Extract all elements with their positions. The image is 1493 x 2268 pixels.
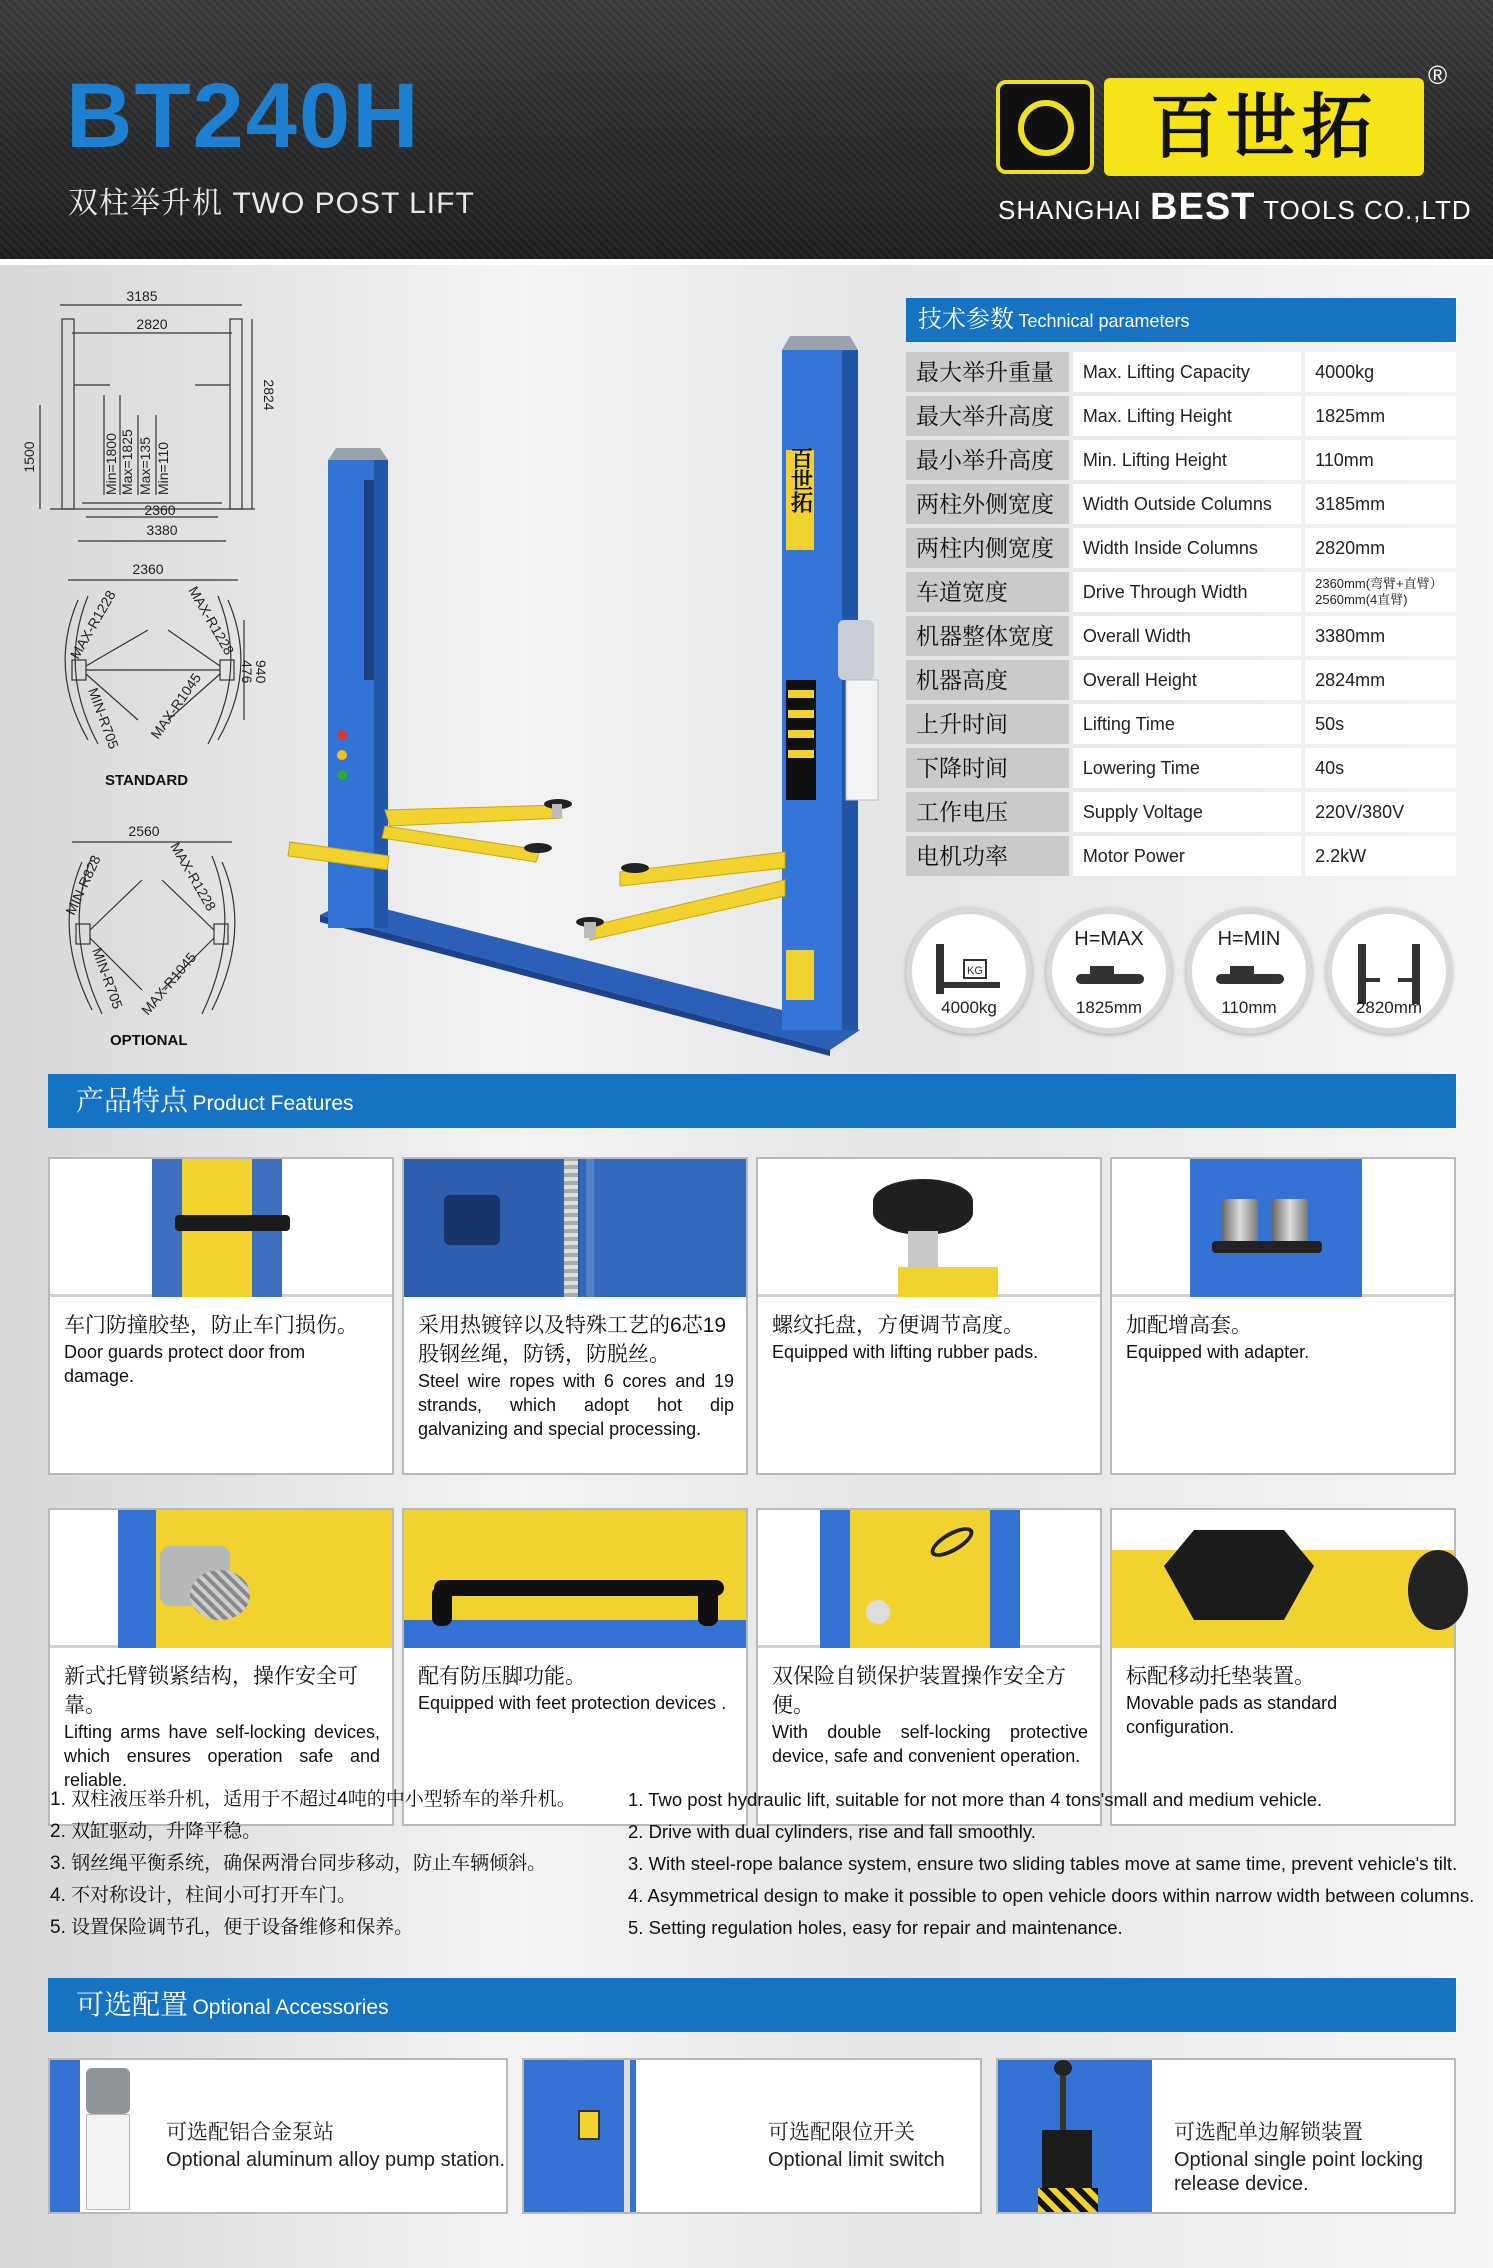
spec-label-cn: 最小举升高度 bbox=[906, 440, 1069, 480]
feature-card bbox=[402, 1157, 748, 1475]
brand-emblem-icon bbox=[996, 80, 1094, 174]
accessories-header bbox=[48, 1978, 1456, 2032]
dim-label: 476 bbox=[239, 660, 255, 684]
spec-label-en: Lifting Time bbox=[1073, 704, 1301, 744]
feature-list-cn bbox=[50, 1784, 576, 1944]
spec-row bbox=[906, 396, 1456, 436]
movable-pad-photo bbox=[1112, 1510, 1454, 1648]
accessory-card bbox=[996, 2058, 1456, 2214]
dim-label: MAX-R1045 bbox=[147, 670, 205, 742]
feature-card bbox=[402, 1508, 748, 1826]
spec-value: 2820mm bbox=[1305, 528, 1456, 568]
dim-label: MAX-R1228 bbox=[66, 587, 119, 662]
accessory-text-en: Optional aluminum alloy pump station. bbox=[166, 2149, 506, 2171]
spec-label-cn: 车道宽度 bbox=[906, 572, 1069, 612]
front-view-drawing bbox=[20, 285, 277, 545]
company-suffix: TOOLS CO.,LTD bbox=[1263, 195, 1472, 225]
feature-list-en bbox=[628, 1784, 1474, 1944]
icon-caption: H=MAX bbox=[1074, 928, 1144, 950]
spec-row bbox=[906, 748, 1456, 788]
standard-arm-drawing bbox=[48, 560, 268, 760]
spec-row bbox=[906, 440, 1456, 480]
two-post-lift-image bbox=[290, 340, 890, 1050]
icon-value: 1825mm bbox=[1075, 998, 1143, 1017]
spec-label-cn: 机器高度 bbox=[906, 660, 1069, 700]
max-height-icon bbox=[1046, 908, 1172, 1034]
company-name bbox=[998, 186, 1472, 229]
optional-arm-drawing bbox=[52, 820, 252, 1030]
list-item: 3. With steel-rope balance system, ensure two sliding tables move at same time, prevent vehicle's tilt. bbox=[628, 1853, 1458, 1874]
list-item: 4. Asymmetrical design to make it possible to open vehicle doors within narrow width between columns. bbox=[628, 1885, 1475, 1906]
dim-label: Max=1825 bbox=[119, 429, 135, 495]
spec-row bbox=[906, 660, 1456, 700]
dim-label: 3380 bbox=[146, 522, 178, 538]
spec-label-en: Overall Height bbox=[1073, 660, 1301, 700]
dim-label: 2824 bbox=[261, 379, 277, 411]
spec-title-en: Technical parameters bbox=[1018, 311, 1190, 331]
spec-label-cn: 下降时间 bbox=[906, 748, 1069, 788]
icon-value: 4000kg bbox=[941, 998, 997, 1017]
steel-rope-photo bbox=[404, 1159, 746, 1297]
spec-label-en: Width Outside Columns bbox=[1073, 484, 1301, 524]
list-item: 2. Drive with dual cylinders, rise and fall smoothly. bbox=[628, 1821, 1036, 1842]
feature-card bbox=[48, 1157, 394, 1475]
spec-value: 3185mm bbox=[1305, 484, 1456, 524]
inside-width-icon bbox=[1326, 908, 1452, 1034]
spec-value: 40s bbox=[1305, 748, 1456, 788]
spec-value: 4000kg bbox=[1305, 352, 1456, 392]
list-item: 1. 双柱液压举升机，适用于不超过4吨的中小型轿车的举升机。 bbox=[50, 1789, 576, 1810]
feature-card bbox=[756, 1508, 1102, 1826]
model-title: BT240H bbox=[66, 65, 421, 167]
spec-label-cn: 电机功率 bbox=[906, 836, 1069, 876]
icon-value: 110mm bbox=[1221, 998, 1277, 1017]
spec-label-cn: 两柱内侧宽度 bbox=[906, 528, 1069, 568]
spec-title-cn: 技术参数 bbox=[918, 306, 1014, 333]
column-weight-icon bbox=[930, 938, 1010, 998]
company-bold: BEST bbox=[1150, 186, 1256, 228]
spec-value: 220V/380V bbox=[1305, 792, 1456, 832]
dim-label: 3185 bbox=[126, 288, 158, 304]
spec-row bbox=[906, 792, 1456, 832]
feature-text-cn: 采用热镀锌以及特殊工艺的6芯19股钢丝绳，防锈，防脱丝。 bbox=[418, 1314, 727, 1366]
adapter-photo bbox=[1112, 1159, 1454, 1297]
feature-text-cn: 双保险自锁保护装置操作安全方便。 bbox=[772, 1665, 1066, 1717]
dim-label: Min=1800 bbox=[103, 433, 119, 495]
dim-label: 2360 bbox=[144, 502, 176, 518]
spec-label-en: Max. Lifting Capacity bbox=[1073, 352, 1301, 392]
dim-label: Min=110 bbox=[155, 441, 171, 495]
feature-card bbox=[48, 1508, 394, 1826]
accessory-text-cn: 可选配单边解锁装置 bbox=[1174, 2121, 1363, 2144]
limit-switch-photo bbox=[524, 2060, 674, 2212]
spec-row bbox=[906, 704, 1456, 744]
spec-value-line: 2360mm(弯臂+直臂） bbox=[1315, 576, 1443, 591]
dim-label: MAX-R1228 bbox=[167, 839, 220, 914]
feature-text-en: Equipped with lifting rubber pads. bbox=[772, 1342, 1039, 1362]
list-item: 5. Setting regulation holes, easy for repair and maintenance. bbox=[628, 1917, 1123, 1938]
feature-text-en: Door guards protect door from damage. bbox=[64, 1342, 306, 1386]
spec-label-en: Drive Through Width bbox=[1073, 572, 1301, 612]
accessory-text-cn: 可选配限位开关 bbox=[768, 2121, 915, 2144]
features-title-cn: 产品特点 bbox=[76, 1085, 189, 1116]
list-item: 3. 钢丝绳平衡系统，确保两滑台同步移动，防止车辆倾斜。 bbox=[50, 1853, 547, 1874]
accessory-text-en: Optional limit switch bbox=[768, 2149, 945, 2171]
spec-label-en: Overall Width bbox=[1073, 616, 1301, 656]
dim-label: 2820 bbox=[136, 316, 168, 332]
lift-brand-char: 百世拓 bbox=[787, 447, 813, 513]
rubber-pad-photo bbox=[758, 1159, 1100, 1297]
feature-text-en: Steel wire ropes with 6 cores and 19 strands, which adopt hot dip galvanizing and special processing. bbox=[418, 1371, 734, 1439]
feature-text-en: With double self-locking protective device, safe and convenient operation. bbox=[772, 1722, 1088, 1766]
feature-text-cn: 配有防压脚功能。 bbox=[418, 1665, 586, 1688]
spec-value-line: 2560mm(4直臂) bbox=[1315, 592, 1408, 607]
spec-label-en: Max. Lifting Height bbox=[1073, 396, 1301, 436]
spec-label-cn: 两柱外侧宽度 bbox=[906, 484, 1069, 524]
spec-table bbox=[906, 352, 1456, 880]
feature-text-cn: 标配移动托垫装置。 bbox=[1126, 1665, 1315, 1688]
features-title-en: Product Features bbox=[192, 1092, 354, 1115]
brand-name: 百世拓 bbox=[1104, 78, 1424, 176]
spec-label-en: Min. Lifting Height bbox=[1073, 440, 1301, 480]
dim-label: 940 bbox=[253, 660, 269, 684]
company-prefix: SHANGHAI bbox=[998, 195, 1142, 225]
spec-row bbox=[906, 528, 1456, 568]
header-banner bbox=[0, 0, 1493, 265]
standard-label: STANDARD bbox=[105, 772, 189, 789]
feature-text-cn: 螺纹托盘，方便调节高度。 bbox=[772, 1314, 1024, 1337]
spec-label-cn: 机器整体宽度 bbox=[906, 616, 1069, 656]
spec-value: 1825mm bbox=[1305, 396, 1456, 436]
door-guard-photo bbox=[50, 1159, 392, 1297]
spec-label-cn: 工作电压 bbox=[906, 792, 1069, 832]
list-item: 2. 双缸驱动，升降平稳。 bbox=[50, 1821, 262, 1842]
spec-row bbox=[906, 484, 1456, 524]
feature-text-cn: 加配增高套。 bbox=[1126, 1314, 1252, 1337]
dim-label: MIN-R705 bbox=[89, 945, 127, 1011]
list-item: 1. Two post hydraulic lift, suitable for not more than 4 tons'small and medium vehicle. bbox=[628, 1789, 1323, 1810]
spec-value: 110mm bbox=[1305, 440, 1456, 480]
registered-mark: ® bbox=[1428, 60, 1448, 90]
spec-value: 3380mm bbox=[1305, 616, 1456, 656]
product-subtitle: 双柱举升机 TWO POST LIFT bbox=[68, 187, 475, 220]
feature-card bbox=[756, 1157, 1102, 1475]
spec-value: 50s bbox=[1305, 704, 1456, 744]
foot-protection-photo bbox=[404, 1510, 746, 1648]
spec-label-cn: 最大举升重量 bbox=[906, 352, 1069, 392]
spec-value: 2.2kW bbox=[1305, 836, 1456, 876]
feature-card bbox=[1110, 1157, 1456, 1475]
dim-label: MAX-R1045 bbox=[138, 949, 200, 1018]
feature-text-cn: 车门防撞胶垫，防止车门损伤。 bbox=[64, 1314, 358, 1337]
icon-caption: H=MIN bbox=[1217, 928, 1281, 950]
single-point-release-photo bbox=[998, 2060, 1148, 2212]
spec-label-en: Lowering Time bbox=[1073, 748, 1301, 788]
accessories-title-cn: 可选配置 bbox=[76, 1989, 189, 2020]
dim-label: MIN-R705 bbox=[85, 685, 123, 751]
features-header bbox=[48, 1074, 1456, 1128]
accessory-text-en: Optional single point locking release device. bbox=[1174, 2149, 1424, 2195]
accessory-text-cn: 可选配铝合金泵站 bbox=[166, 2121, 334, 2144]
icon-value: 2820mm bbox=[1355, 998, 1423, 1017]
spec-row bbox=[906, 572, 1456, 612]
dim-label: 1500 bbox=[21, 441, 37, 473]
feature-text-en: Equipped with adapter. bbox=[1126, 1342, 1310, 1362]
min-height-icon bbox=[1186, 908, 1312, 1034]
spec-row bbox=[906, 616, 1456, 656]
spec-value: 2824mm bbox=[1305, 660, 1456, 700]
feature-text-en: Movable pads as standard configuration. bbox=[1126, 1693, 1338, 1737]
accessory-card bbox=[48, 2058, 508, 2214]
spec-row bbox=[906, 352, 1456, 392]
spec-label-en: Supply Voltage bbox=[1073, 792, 1301, 832]
spec-label-cn: 最大举升高度 bbox=[906, 396, 1069, 436]
spec-row bbox=[906, 836, 1456, 876]
arm-lock-photo bbox=[50, 1510, 392, 1648]
spec-label-en: Width Inside Columns bbox=[1073, 528, 1301, 568]
safety-lock-photo bbox=[758, 1510, 1100, 1648]
dim-label: MIN-R828 bbox=[62, 852, 104, 918]
brand-logo bbox=[996, 78, 1424, 176]
feature-text-cn: 新式托臂锁紧结构，操作安全可靠。 bbox=[64, 1665, 358, 1717]
feature-text-en: Equipped with feet protection devices . bbox=[418, 1693, 727, 1713]
dim-label: MAX-R1228 bbox=[185, 583, 238, 658]
feature-card bbox=[1110, 1508, 1456, 1826]
accessory-card bbox=[522, 2058, 982, 2214]
feature-text-en: Lifting arms have self-locking devices, which ensures operation safe and reliable. bbox=[64, 1722, 380, 1790]
spec-header bbox=[906, 298, 1456, 342]
dim-label: 2560 bbox=[128, 823, 160, 839]
dim-label: Max=135 bbox=[137, 437, 153, 495]
kg-label: KG bbox=[967, 965, 983, 977]
accessories-title-en: Optional Accessories bbox=[192, 1996, 389, 2019]
list-item: 5. 设置保险调节孔，便于设备维修和保养。 bbox=[50, 1917, 414, 1938]
dim-label: 2360 bbox=[132, 561, 164, 577]
spec-label-en: Motor Power bbox=[1073, 836, 1301, 876]
optional-label: OPTIONAL bbox=[110, 1032, 188, 1049]
spec-label-cn: 上升时间 bbox=[906, 704, 1069, 744]
spec-value bbox=[1305, 572, 1456, 612]
capacity-icon bbox=[906, 908, 1032, 1034]
list-item: 4. 不对称设计，柱间小可打开车门。 bbox=[50, 1885, 357, 1906]
